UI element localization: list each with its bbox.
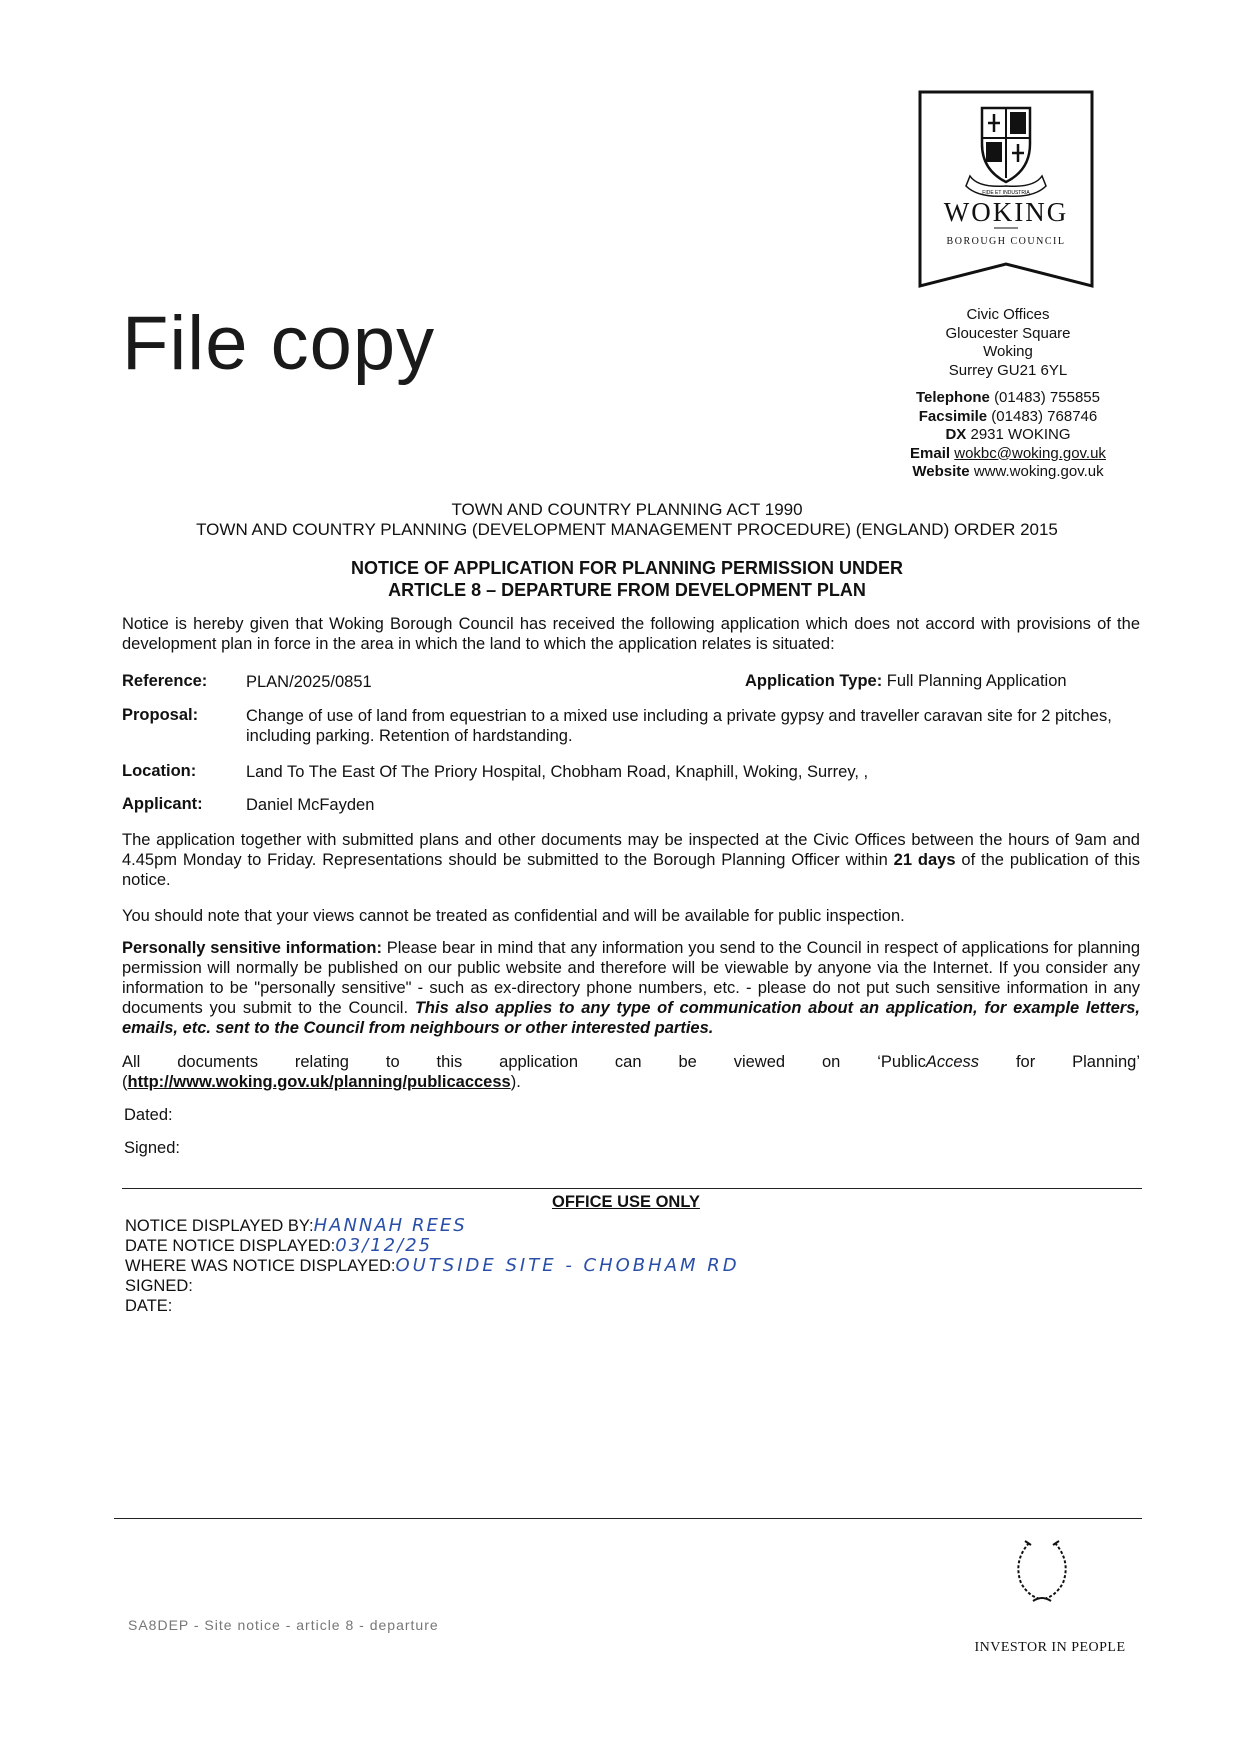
location-value: Land To The East Of The Priory Hospital, Chobham Road, Knaphill, Woking, Surrey, , xyxy=(246,763,869,781)
proposal-value: Change of use of land from equestrian to a mixed use including a private gypsy and traveller caravan site for 2 pitches, including parking. Retention of hardstanding. xyxy=(246,707,1112,745)
council-name: WOKING xyxy=(943,197,1069,227)
office-use-block xyxy=(125,1196,740,1316)
date-displayed-line: DATE NOTICE DISPLAYED:03/12/25 xyxy=(125,1235,433,1256)
reference-value: PLAN/2025/0851 xyxy=(246,673,372,691)
address-line: Woking xyxy=(983,343,1033,360)
dated-label: Dated: xyxy=(124,1106,173,1124)
council-address xyxy=(890,306,1126,380)
applicant-value: Daniel McFayden xyxy=(246,796,375,814)
footer-code: SA8DEP - Site notice - article 8 - departure xyxy=(128,1617,439,1633)
telephone-line: Telephone (01483) 755855 xyxy=(915,389,1100,406)
footer-divider xyxy=(114,1518,1142,1519)
office-use-title: OFFICE USE ONLY xyxy=(552,1193,700,1211)
confidential-note: You should note that your views cannot be treated as confidential and will be available for public inspection. xyxy=(122,907,905,925)
address-line: Surrey GU21 6YL xyxy=(948,361,1068,379)
sensitive-paragraph: Personally sensitive information: Please bear in mind that any information you send to the Council in respect of applications for planning permission will normally be published on our public website and therefore will be viewable by anyone via the Internet. If you consider any information to be "personally sensitive" - such as ex-directory phone numbers, etc. - please do not put such sensitive information in any documents you submit to the Council. This also applies to any type of communication about an application, for example letters, emails, etc. sent to the Council from neighbours or other interested parties. xyxy=(122,939,1140,1037)
dx-line: DX 2931 WOKING xyxy=(945,426,1071,443)
applicant-label: Applicant: xyxy=(122,795,203,813)
act-titles xyxy=(120,500,1134,540)
office-date-line: DATE: xyxy=(125,1297,173,1315)
notice-title: NOTICE OF APPLICATION FOR PLANNING PERMISSION UNDER ARTICLE 8 – DEPARTURE FROM DEVELOPMENT PLAN xyxy=(350,558,903,600)
intro-paragraph: Notice is hereby given that Woking Borough Council has received the following application which does not accord with provisions of the development plan in force in the area in which the land to which the application relates is situated: xyxy=(122,615,1140,653)
proposal-label: Proposal: xyxy=(122,706,199,724)
file-copy-watermark: File copy xyxy=(122,301,436,386)
address-line: Civic Offices xyxy=(966,306,1050,323)
reference-label: Reference: xyxy=(122,672,208,690)
where-handwriting: OUTSIDE SITE - CHOBHAM RD xyxy=(395,1255,740,1276)
signed-label: Signed: xyxy=(124,1139,180,1157)
facsimile-line: Facsimile (01483) 768746 xyxy=(918,407,1098,425)
office-signed-line: SIGNED: xyxy=(125,1277,193,1295)
displayed-by-handwriting: HANNAH REES xyxy=(313,1215,467,1236)
displayed-by-line: NOTICE DISPLAYED BY:HANNAH REES xyxy=(125,1215,467,1236)
act-line: TOWN AND COUNTRY PLANNING ACT 1990 xyxy=(451,500,803,519)
council-logo xyxy=(918,90,1094,290)
office-divider xyxy=(122,1188,1142,1189)
laurel-wreath-icon xyxy=(1007,1535,1077,1610)
council-contact xyxy=(870,389,1146,482)
public-access-link[interactable]: http://www.woking.gov.uk/planning/publicaccess xyxy=(127,1073,511,1091)
council-subname: BOROUGH COUNCIL xyxy=(946,236,1066,247)
email-line: Email wokbc@woking.gov.uk xyxy=(910,444,1106,462)
email-link[interactable]: wokbc@woking.gov.uk xyxy=(954,444,1106,462)
inspection-paragraph: The application together with submitted plans and other documents may be inspected at the Civic Offices between the hours of 9am and 4.45pm Monday to Friday. Representations should be submitted to the Borough Planning Officer within 21 days of the publication of this notice. xyxy=(122,831,1140,889)
public-access-paragraph: All documents relating to this application can be viewed on ‘PublicAccess for Planning’ (http://www.woking.gov.uk/planning/publicaccess). xyxy=(122,1053,1140,1091)
date-handwriting: 03/12/25 xyxy=(335,1235,433,1256)
website-line: Website www.woking.gov.uk xyxy=(912,463,1104,480)
location-label: Location: xyxy=(122,762,197,780)
act-line: TOWN AND COUNTRY PLANNING (DEVELOPMENT MANAGEMENT PROCEDURE) (ENGLAND) ORDER 2015 xyxy=(196,520,1058,539)
where-displayed-line: WHERE WAS NOTICE DISPLAYED:OUTSIDE SITE - CHOBHAM RD xyxy=(125,1255,740,1276)
crest-motto: FIDE ET INDUSTRIA xyxy=(982,190,1030,196)
investor-in-people-label: INVESTOR IN PEOPLE xyxy=(974,1640,1126,1655)
application-type: Application Type: Full Planning Application xyxy=(745,672,1067,690)
website-link[interactable]: www.woking.gov.uk xyxy=(973,463,1104,480)
address-line: Gloucester Square xyxy=(945,324,1071,342)
